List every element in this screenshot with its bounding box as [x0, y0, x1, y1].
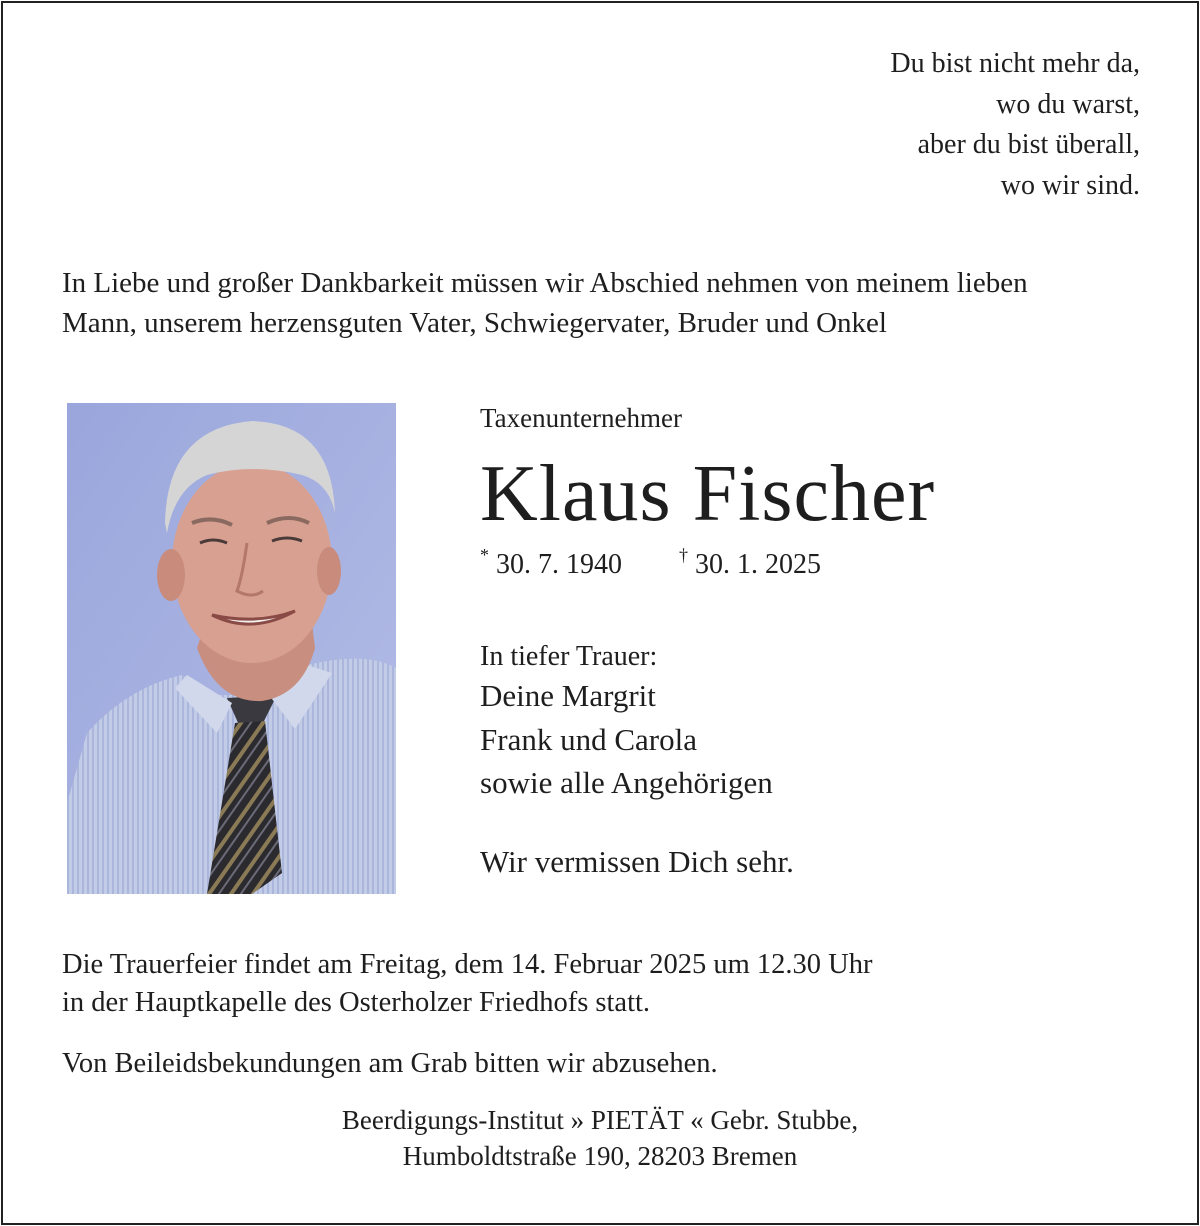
poem — [890, 44, 1140, 206]
portrait-photo — [67, 403, 396, 894]
poem-line: Du bist nicht mehr da, — [890, 48, 1140, 79]
ceremony-info — [62, 946, 872, 1022]
deceased-name: Klaus Fischer — [480, 450, 936, 538]
mourner: Frank und Carola — [480, 721, 697, 757]
death-date: 30. 1. 2025 — [695, 549, 821, 580]
life-dates — [480, 545, 821, 581]
ceremony-line: in der Hauptkapelle des Osterholzer Friedhofs statt. — [62, 987, 651, 1018]
mourning-label: In tiefer Trauer: — [480, 641, 658, 672]
funeral-home — [0, 1102, 1200, 1174]
ceremony-line: Die Trauerfeier findet am Freitag, dem 14. Februar 2025 um 12.30 Uhr — [62, 949, 873, 980]
mourners-block — [480, 640, 773, 805]
death-symbol: † — [679, 545, 688, 565]
mourner: Deine Margrit — [480, 678, 656, 713]
poem-line: wo wir sind. — [1000, 169, 1140, 201]
birth-date: 30. 7. 1940 — [496, 549, 622, 580]
poem-line: aber du bist überall, — [917, 129, 1140, 160]
mourner: sowie alle Angehörigen — [480, 765, 773, 800]
deceased-block — [480, 400, 936, 879]
intro-text — [62, 263, 1152, 343]
intro-line: In Liebe und großer Dankbarkeit müssen wir Abschied nehmen von meinem lieben — [62, 267, 1028, 299]
poem-line: wo du warst, — [996, 88, 1140, 120]
profession: Taxenunternehmer — [480, 403, 683, 433]
birth-symbol: * — [480, 545, 489, 565]
closing-line: Wir vermissen Dich sehr. — [480, 844, 794, 879]
intro-line: Mann, unserem herzensguten Vater, Schwiegervater, Bruder und Onkel — [62, 307, 887, 339]
funeral-home-line: Humboldtstraße 190, 28203 Bremen — [402, 1141, 798, 1171]
funeral-home-line: Beerdigungs-Institut » PIETÄT « Gebr. Stubbe, — [341, 1105, 859, 1135]
condolence-note: Von Beileidsbekundungen am Grab bitten wir abzusehen. — [62, 1048, 718, 1079]
